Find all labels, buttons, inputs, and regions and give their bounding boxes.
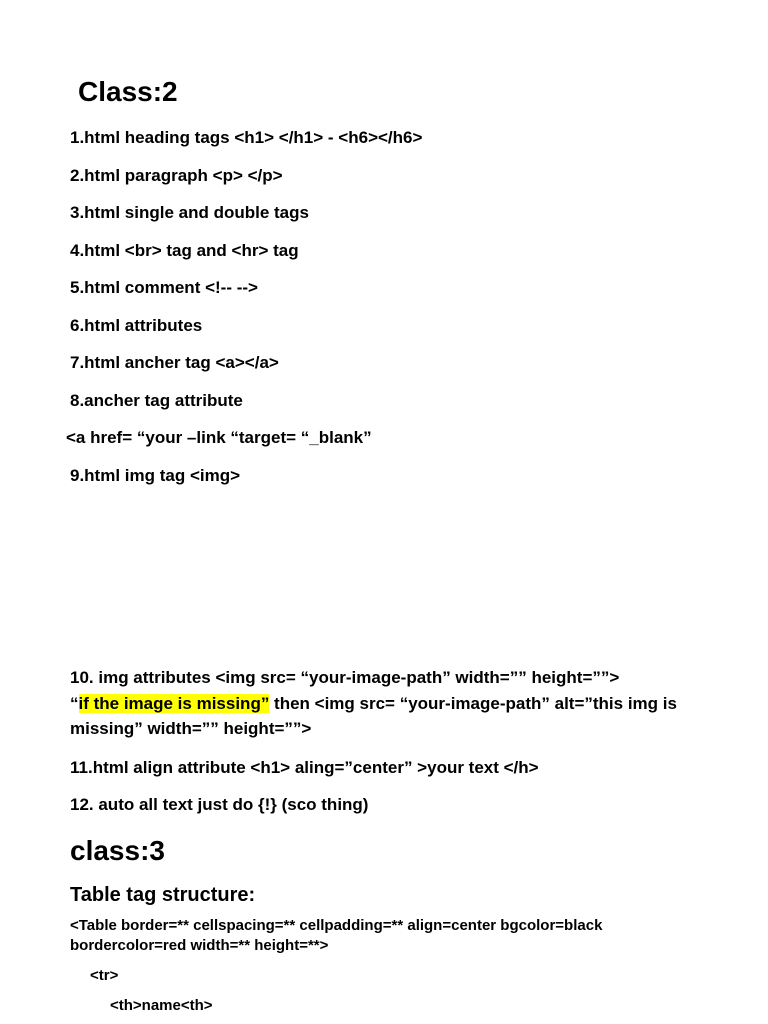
th-tag-code: <th>name<th> bbox=[110, 997, 213, 1014]
class3-heading: class:3 bbox=[70, 835, 165, 866]
topic-item-11: 11.html align attribute <h1> aling=”center” >your text </h> bbox=[70, 758, 539, 777]
table-tag-code: <Table border=** cellspacing=** cellpadding=** align=center bgcolor=black bordercolor=red width=** height=**> bbox=[70, 917, 603, 954]
anchor-code-example: <a href= “your –link “target= “_blank” bbox=[66, 428, 372, 447]
topic-item-10 bbox=[70, 665, 690, 742]
topic-item-8: 8.ancher tag attribute bbox=[70, 390, 243, 410]
topic-item-6: 6.html attributes bbox=[70, 315, 203, 335]
topic-item-7: 7.html ancher tag <a></a> bbox=[70, 353, 279, 372]
tr-tag-code: <tr> bbox=[90, 967, 119, 984]
topic-item-9: 9.html img tag <img> bbox=[70, 465, 241, 485]
topic-item-12: 12. auto all text just do {!} (sco thing) bbox=[70, 795, 369, 814]
class2-topic-list bbox=[66, 127, 423, 502]
topic-item-5: 5.html comment <!-- --> bbox=[70, 278, 258, 297]
item10-text-part2: then <img src= “your-image-path” alt=”this img is missing” width=”” height=””> bbox=[70, 693, 677, 738]
topic-item-4: 4.html <br> tag and <hr> tag bbox=[70, 240, 299, 260]
item10-text-part1: 10. img attributes <img src= “your-image-path” width=”” height=””> bbox=[70, 668, 620, 687]
topic-item-2: 2.html paragraph <p> </p> bbox=[70, 165, 283, 185]
topic-item-1: 1.html heading tags <h1> </h1> - <h6></h6> bbox=[70, 128, 423, 147]
item10-quote-open: “ bbox=[70, 693, 79, 713]
class2-heading: Class:2 bbox=[78, 76, 178, 107]
highlighted-text: if the image is missing” bbox=[78, 693, 270, 713]
topic-item-3: 3.html single and double tags bbox=[70, 203, 309, 222]
table-structure-subheading: Table tag structure: bbox=[70, 884, 256, 906]
